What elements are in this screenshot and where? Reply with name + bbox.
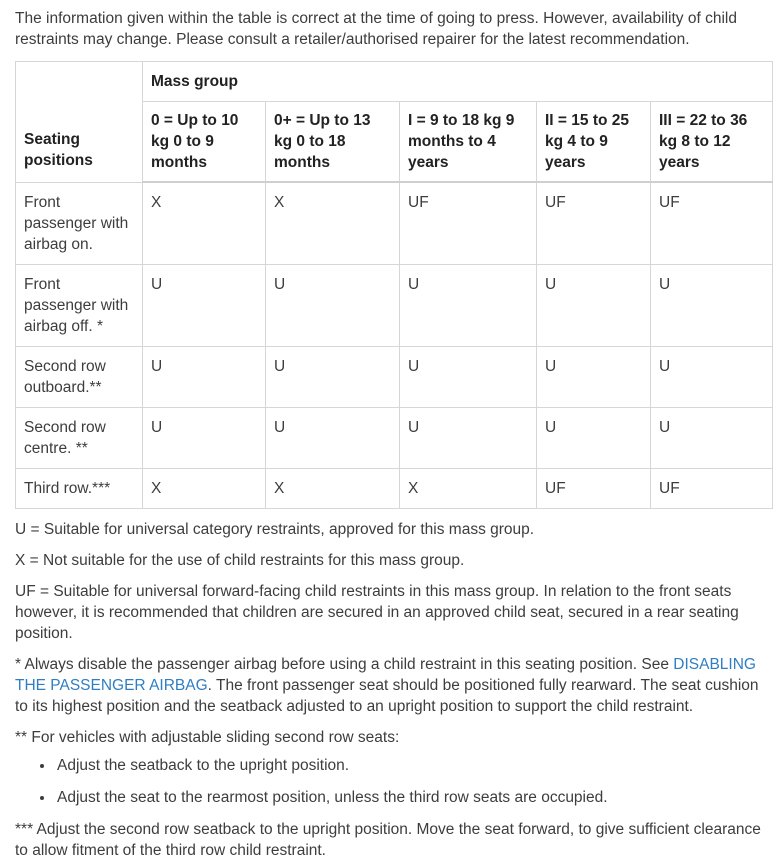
table-cell: U <box>537 407 651 468</box>
mass-group-column-header: 0+ = Up to 13 kg 0 to 18 months <box>266 102 400 183</box>
table-cell: X <box>143 182 266 264</box>
table-cell: U <box>651 264 773 346</box>
table-cell: U <box>537 346 651 407</box>
mass-group-column-header: I = 9 to 18 kg 9 months to 4 years <box>400 102 537 183</box>
mass-group-column-header: II = 15 to 25 kg 4 to 9 years <box>537 102 651 183</box>
child-restraint-table <box>15 61 773 509</box>
table-cell: UF <box>537 468 651 508</box>
list-item: • Adjust the seat to the rearmost position, unless the third row seats are occupied. <box>55 787 772 808</box>
table-cell: U <box>651 407 773 468</box>
mass-group-column-header: 0 = Up to 10 kg 0 to 9 months <box>143 102 266 183</box>
list-item: • Adjust the seatback to the upright position. <box>55 755 772 776</box>
seat-position-cell: Front passenger with airbag off. * <box>16 264 143 346</box>
table-cell: U <box>537 264 651 346</box>
table-cell: U <box>143 407 266 468</box>
table-row <box>16 468 773 508</box>
note-single-asterisk <box>15 654 772 717</box>
intro-paragraph: The information given within the table is correct at the time of going to press. However, availability of child restraints may change. Please consult a retailer/authorised repairer for the latest recommendation. <box>15 10 737 48</box>
table-cell: U <box>651 346 773 407</box>
table-cell: X <box>266 182 400 264</box>
seat-position-cell: Front passenger with airbag on. <box>16 182 143 264</box>
table-cell: U <box>266 407 400 468</box>
table-row <box>16 407 773 468</box>
table-cell: U <box>400 407 537 468</box>
table-cell: U <box>143 264 266 346</box>
table-header-row <box>16 62 773 102</box>
table-row <box>16 182 773 264</box>
table-cell: UF <box>651 182 773 264</box>
table-cell: UF <box>651 468 773 508</box>
seat-position-cell: Third row.*** <box>16 468 143 508</box>
table-cell: U <box>266 264 400 346</box>
table-cell: U <box>266 346 400 407</box>
mass-group-header: Mass group <box>143 62 773 102</box>
note-text: . The front passenger seat should be positioned fully rearward. The seat cushion to its highest position and the seatback adjusted to an upright position to support the child restraint. <box>15 676 759 715</box>
legend-not-suitable: X = Not suitable for the use of child restraints for this mass group. <box>15 551 465 569</box>
table-cell: X <box>143 468 266 508</box>
table-cell: UF <box>537 182 651 264</box>
table-cell: X <box>266 468 400 508</box>
table-row <box>16 346 773 407</box>
mass-group-column-header: III = 22 to 36 kg 8 to 12 years <box>651 102 773 183</box>
seat-position-cell: Second row centre. ** <box>16 407 143 468</box>
table-cell: U <box>400 264 537 346</box>
seat-position-cell: Second row outboard.** <box>16 346 143 407</box>
seating-positions-header: Seating positions <box>16 62 143 183</box>
legend-universal: U = Suitable for universal category restraints, approved for this mass group. <box>15 520 535 538</box>
legend-universal-forward-facing: UF = Suitable for universal forward-facing child restraints in this mass group. In relation to the front seats however, it is recommended that children are secured in an approved child seat, secured in a rear seating position. <box>15 582 739 642</box>
table-cell: X <box>400 468 537 508</box>
note-triple-asterisk: *** Adjust the second row seatback to the upright position. Move the seat forward, to give sufficient clearance to allow fitment of the third row child restraint. <box>15 820 761 859</box>
note-double-asterisk: ** For vehicles with adjustable sliding second row seats: <box>15 728 400 746</box>
table-row <box>16 264 773 346</box>
note-text: * Always disable the passenger airbag before using a child restraint in this seating position. See <box>15 655 674 673</box>
table-cell: U <box>400 346 537 407</box>
table-cell: UF <box>400 182 537 264</box>
table-cell: U <box>143 346 266 407</box>
disabling-airbag-link[interactable]: DISABLING THE PASSENGER AIRBAG <box>15 655 756 694</box>
